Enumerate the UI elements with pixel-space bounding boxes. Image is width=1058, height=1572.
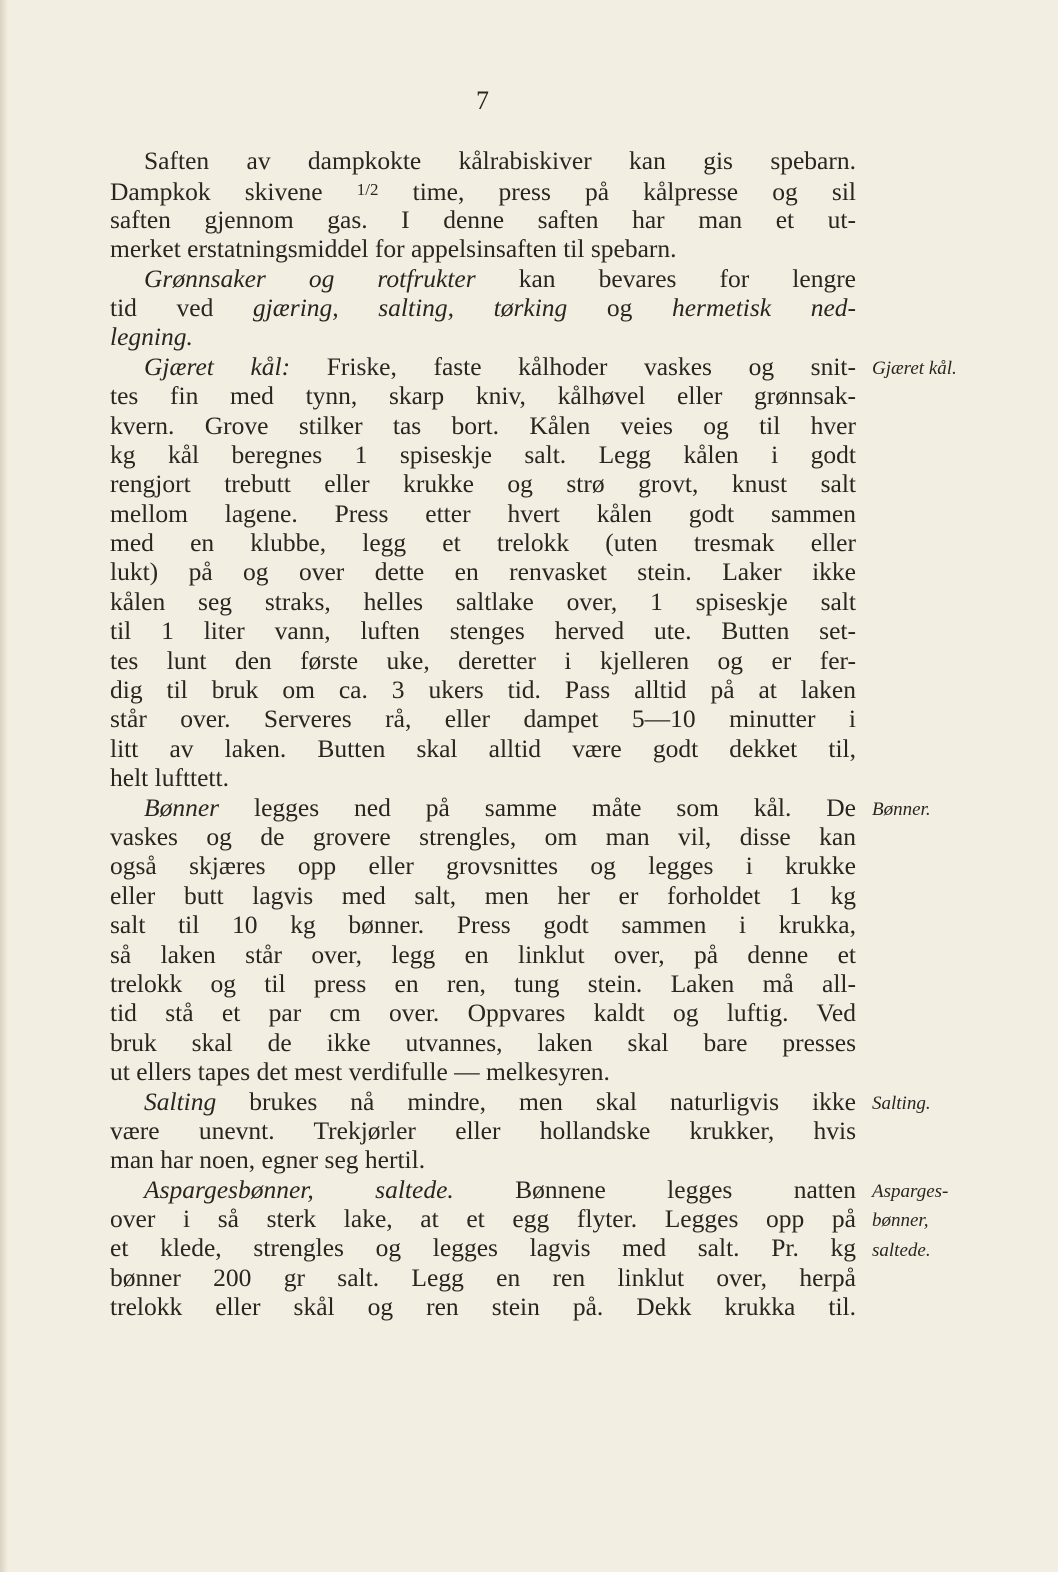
text-line: [110, 616, 856, 645]
text-line: [110, 1057, 856, 1086]
text-run: står over. Serveres rå, eller dampet 5—10 minutter i: [110, 704, 856, 734]
text-run: trelokk eller skål og ren stein på. Dekk krukka til.: [110, 1292, 856, 1322]
page-spine-shadow: [0, 0, 8, 1572]
text-line: [110, 851, 856, 880]
text-line: [110, 1175, 856, 1204]
text-run: trelokk og til press en ren, tung stein. Laken må all-: [110, 968, 856, 998]
italic-run: legning.: [110, 322, 193, 352]
text-run: tes fin med tynn, skarp kniv, kålhøvel eller grønnsak-: [110, 381, 856, 411]
text-line: [110, 499, 856, 528]
text-line: [110, 734, 856, 763]
text-run: brukes nå mindre, men skal naturligvis ikke: [216, 1086, 856, 1116]
italic-run: saltede.: [375, 1174, 454, 1204]
italic-run: gjæring, salting, tørking: [252, 292, 568, 322]
text-line: [110, 175, 856, 207]
text-line: [110, 146, 856, 175]
text-run: Bønnene legges natten: [453, 1174, 856, 1204]
text-line: [110, 469, 856, 498]
text-line: [110, 881, 856, 910]
text-run: over i så sterk lake, at et egg flyter. Legges opp på: [110, 1204, 856, 1234]
text-line: [110, 1087, 856, 1116]
margin-note: Gjæret kål.: [872, 357, 957, 379]
text-run: [314, 1175, 375, 1204]
text-line: [110, 557, 856, 586]
text-run: vaskes og de grovere strengles, om man vil, disse kan: [110, 821, 856, 851]
text-run: eller butt lagvis med salt, men her er forholdet 1 kg: [110, 880, 856, 910]
text-run: og: [567, 292, 672, 322]
text-run: også skjæres opp eller grovsnittes og legges i krukke: [110, 851, 856, 881]
text-line: [110, 1292, 856, 1321]
text-run: til 1 liter vann, luften stenges herved ute. Butten set-: [110, 616, 856, 646]
text-run: kan bevares for lengre: [475, 263, 856, 293]
text-line: [110, 910, 856, 939]
text-line: [110, 205, 856, 234]
text-run: dig til bruk om ca. 3 ukers tid. Pass alltid på at laken: [110, 675, 856, 705]
text-run: kvern. Grove stilker tas bort. Kålen veies og til hver: [110, 410, 856, 440]
margin-note: saltede.: [872, 1239, 931, 1261]
text-line: [110, 440, 856, 469]
text-line: [110, 675, 856, 704]
text-run: salt til 10 kg bønner. Press godt sammen i krukka,: [110, 910, 856, 940]
text-line: [110, 1145, 856, 1174]
text-run: man har noen, egner seg hertil.: [110, 1145, 426, 1175]
text-run: være unevnt. Trekjørler eller hollandske krukker, hvis: [110, 1115, 856, 1145]
text-line: [110, 264, 856, 293]
text-run: bruk skal de ikke utvannes, laken skal bare presses: [110, 1027, 856, 1057]
body-text: [110, 146, 856, 1322]
text-run: kålen seg straks, helles saltlake over, 1 spiseskje salt: [110, 586, 856, 616]
text-line: [110, 1263, 856, 1292]
text-run: så laken står over, legg en linklut over, på denne et: [110, 939, 856, 969]
text-line: [110, 293, 856, 322]
margin-note: Bønner.: [872, 798, 931, 820]
text-run: rengjort trebutt eller krukke og strø grovt, knust salt: [110, 469, 856, 499]
text-line: [110, 587, 856, 616]
text-run: Saften av dampkokte kålrabiskiver kan gis spebarn.: [144, 146, 856, 175]
italic-run: Gjæret kål:: [144, 351, 291, 381]
margin-note: Salting.: [872, 1092, 931, 1114]
text-line: [110, 234, 856, 263]
text-line: [110, 646, 856, 675]
margin-note: bønner,: [872, 1210, 929, 1232]
text-line: [110, 322, 856, 351]
italic-run: Aspargesbønner,: [144, 1174, 314, 1204]
fraction: 1/2: [356, 180, 379, 200]
text-run: med en klubbe, legg et trelokk (uten tresmak eller: [110, 528, 856, 558]
text-line: [110, 381, 856, 410]
italic-run: Bønner: [144, 792, 220, 822]
text-run: Friske, faste kålhoder vaskes og snit-: [290, 351, 856, 381]
text-line: [110, 1028, 856, 1057]
italic-run: Grønnsaker og rotfrukter: [144, 263, 476, 293]
text-run: litt av laken. Butten skal alltid være godt dekket til,: [110, 733, 856, 763]
text-line: [110, 822, 856, 851]
text-line: [110, 998, 856, 1027]
text-run: bønner 200 gr salt. Legg en ren linklut over, herpå: [110, 1262, 856, 1292]
text-run: lukt) på og over dette en renvasket stein. Laker ikke: [110, 557, 856, 587]
text-run: saften gjennom gas. I denne saften har man et ut-: [110, 204, 856, 234]
text-run: tid stå et par cm over. Oppvares kaldt og luftig. Ved: [110, 998, 856, 1028]
margin-note: Asparges-: [872, 1181, 949, 1202]
text-run: tes lunt den første uke, deretter i kjelleren og er fer-: [110, 645, 856, 675]
text-run: Dampkok skivene: [110, 177, 357, 207]
text-run: time, press på kålpresse og sil: [378, 177, 856, 207]
text-line: [110, 704, 856, 733]
text-run: kg kål beregnes 1 spiseskje salt. Legg kålen i godt: [110, 439, 856, 469]
text-line: [110, 1233, 856, 1262]
text-run: tid ved: [110, 292, 253, 322]
text-line: [110, 763, 856, 792]
text-line: [110, 969, 856, 998]
text-line: [110, 411, 856, 440]
text-line: [110, 1204, 856, 1233]
text-run: et klede, strengles og legges lagvis med salt. Pr. kg: [110, 1233, 856, 1263]
text-line: [110, 352, 856, 381]
page-number: 7: [476, 86, 489, 115]
text-run: helt lufttett.: [110, 763, 229, 793]
text-run: merket erstatningsmiddel for appelsinsaften til spebarn.: [110, 234, 677, 264]
text-line: [110, 940, 856, 969]
text-line: [110, 528, 856, 557]
text-line: [110, 793, 856, 822]
text-run: ut ellers tapes det mest verdifulle — melkesyren.: [110, 1057, 610, 1087]
italic-run: Salting: [144, 1086, 217, 1116]
text-run: legges ned på samme måte som kål. De: [219, 792, 856, 822]
text-line: [110, 1116, 856, 1145]
text-run: mellom lagene. Press etter hvert kålen godt sammen: [110, 498, 856, 528]
italic-run: hermetisk ned-: [671, 292, 856, 322]
